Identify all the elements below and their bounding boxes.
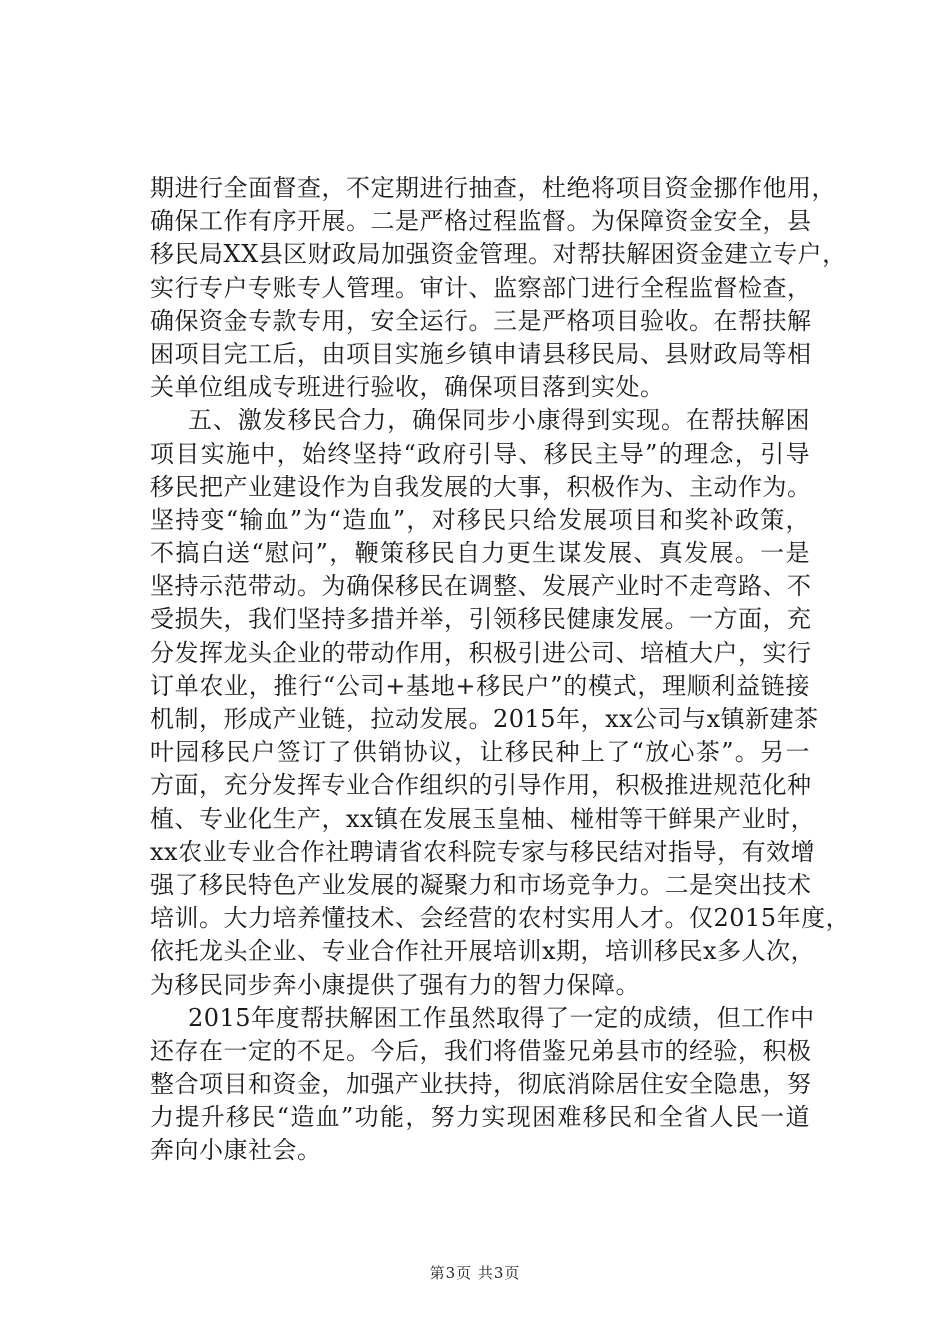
text-line: 叶园移民户签订了供销协议，让移民种上了“放心茶”。另一 [150,738,810,767]
text-line: 移民局XX县区财政局加强资金管理。对帮扶解困资金建立专户， [150,240,847,269]
text-line: 还存在一定的不足。今后，我们将借鉴兄弟县市的经验，积极 [150,1036,812,1065]
text-line: 移民把产业建设作为自我发展的大事，积极作为、主动作为。 [150,472,812,501]
text-line: 受损失，我们坚持多措并举，引领移民健康发展。一方面，充 [150,605,812,634]
text-line: 坚持示范带动。为确保移民在调整、发展产业时不走弯路、不 [150,572,812,601]
text-line: 培训。大力培养懂技术、会经营的农村实用人才。仅2015年度， [150,904,851,933]
text-line: 2015年度帮扶解困工作虽然取得了一定的成绩，但工作中 [188,1003,815,1032]
document-body [150,172,851,1168]
text-line: 确保工作有序开展。二是严格过程监督。为保障资金安全，县 [150,207,812,236]
text-line: 订单农业，推行“公司+基地+移民户”的模式，理顺利益链接 [150,671,810,700]
text-line: 为移民同步奔小康提供了强有力的智力保障。 [150,970,640,999]
text-line: 强了移民特色产业发展的凝聚力和市场竞争力。二是突出技术 [150,870,812,899]
text-line: xx农业专业合作社聘请省农科院专家与移民结对指导，有效增 [150,837,816,866]
page-footer: 第3页 共3页 [429,1264,521,1282]
text-line: 机制，形成产业链，拉动发展。2015年，xx公司与x镇新建茶 [150,705,819,733]
text-line: 依托龙头企业、专业合作社开展培训x期，培训移民x多人次， [150,937,816,966]
text-line: 力提升移民“造血”功能，努力实现困难移民和全省人民一道 [150,1103,810,1132]
text-line: 项目实施中，始终坚持“政府引导、移民主导”的理念，引导 [150,439,810,468]
text-line: 五、激发移民合力，确保同步小康得到实现。在帮扶解困 [188,406,810,435]
paragraph [150,404,851,1001]
text-line: 期进行全面督查，不定期进行抽查，杜绝将项目资金挪作他用， [150,174,836,202]
text-line: 关单位组成专班进行验收，确保项目落到实处。 [150,373,665,402]
text-line: 整合项目和资金，加强产业扶持，彻底消除居住安全隐患，努 [150,1070,812,1099]
text-line: 坚持变“输血”为“造血”，对移民只给发展项目和奖补政策， [150,505,810,534]
text-line: 方面，充分发挥专业合作组织的引导作用，积极推进规范化种 [150,771,812,800]
text-line: 不搞白送“慰问”，鞭策移民自力更生谋发展、真发展。一是 [150,539,810,568]
text-line: 分发挥龙头企业的带动作用，积极引进公司、培植大户，实行 [150,638,812,667]
text-line: 奔向小康社会。 [150,1136,322,1165]
text-line: 确保资金专款专用，安全运行。三是严格项目验收。在帮扶解 [150,306,812,335]
text-line: 实行专户专账专人管理。审计、监察部门进行全程监督检查， [150,273,812,302]
paragraph [150,172,847,404]
text-line: 植、专业化生产，xx镇在发展玉皇柚、椪柑等干鲜果产业时， [150,804,816,833]
text-line: 困项目完工后，由项目实施乡镇申请县移民局、县财政局等相 [150,339,812,368]
paragraph [150,1002,815,1168]
